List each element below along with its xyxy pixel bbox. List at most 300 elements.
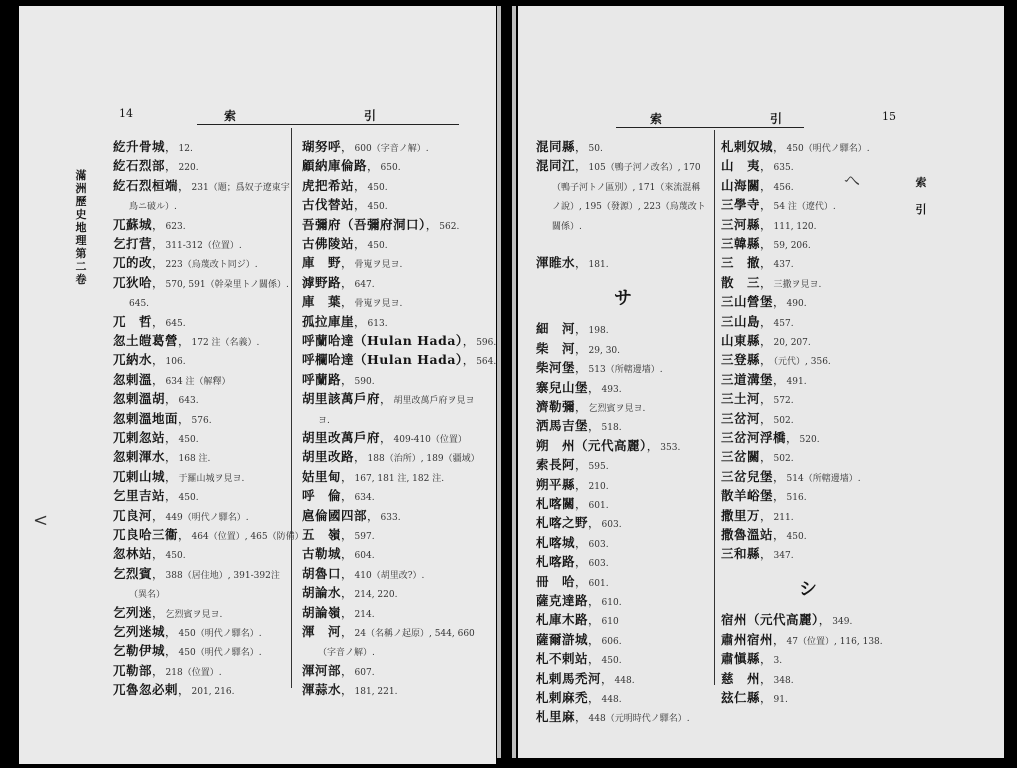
index-entry bbox=[302, 528, 375, 544]
entry-headword: 山海關 bbox=[721, 177, 761, 193]
entry-separator: ， bbox=[165, 159, 177, 174]
entry-headword: 索長阿 bbox=[536, 457, 576, 473]
index-entry bbox=[721, 470, 861, 486]
index-entry bbox=[302, 256, 402, 272]
entry-reference: 450. bbox=[178, 435, 199, 445]
entry-headword: 洒馬吉堡 bbox=[536, 418, 589, 434]
entry-separator: ， bbox=[818, 613, 831, 628]
entry-reference: 91. bbox=[773, 694, 788, 705]
entry-reference: 601. bbox=[588, 578, 609, 589]
index-entry bbox=[721, 633, 883, 649]
entry-reference: 596. bbox=[476, 338, 496, 348]
entry-reference: 457. bbox=[773, 318, 794, 329]
entry-reference: 600（字音ノ解）. bbox=[354, 144, 429, 154]
entry-reference: 493. bbox=[601, 384, 622, 395]
index-entry bbox=[316, 644, 375, 660]
entry-reference: 450. bbox=[367, 182, 388, 193]
index-entry bbox=[302, 606, 375, 622]
entry-headword: 濟勒彌 bbox=[536, 398, 576, 414]
entry-separator: ， bbox=[341, 469, 353, 484]
index-entry bbox=[536, 458, 609, 474]
entry-headword: 札喀城 bbox=[536, 534, 576, 550]
entry-separator: ， bbox=[152, 217, 164, 232]
entry-separator: ， bbox=[380, 392, 392, 407]
entry-headword: 三岔河 bbox=[721, 410, 761, 426]
index-entry bbox=[113, 547, 186, 563]
index-entry bbox=[127, 198, 177, 214]
index-entry bbox=[302, 431, 467, 447]
entry-reference: 211. bbox=[773, 512, 794, 523]
index-entry bbox=[113, 450, 210, 466]
entry-reference: 603. bbox=[601, 520, 622, 531]
entry-separator: ， bbox=[760, 217, 772, 232]
index-entry bbox=[721, 256, 794, 272]
index-entry bbox=[302, 450, 480, 466]
entry-reference: 12. bbox=[178, 144, 193, 154]
entry-reference: 450. bbox=[165, 551, 186, 562]
entry-separator: ， bbox=[152, 256, 164, 271]
entry-headword: 朔平縣 bbox=[536, 476, 576, 492]
index-entry bbox=[536, 322, 609, 338]
index-entry bbox=[302, 489, 375, 505]
entry-separator: ， bbox=[760, 652, 772, 667]
index-entry bbox=[302, 334, 496, 350]
margin-mark: < bbox=[33, 510, 49, 531]
entry-headword: 紇石烈桓端 bbox=[113, 177, 179, 193]
index-entry bbox=[536, 159, 701, 175]
entry-reference: 647. bbox=[354, 279, 375, 290]
index-entry bbox=[536, 691, 622, 707]
index-entry bbox=[113, 412, 212, 428]
entry-headword: 三岔兒堡 bbox=[721, 468, 774, 484]
header-rule bbox=[616, 127, 804, 128]
entry-separator: ， bbox=[760, 353, 772, 368]
entry-headword: 乞列迷城 bbox=[113, 624, 166, 639]
entry-headword: 柴河堡 bbox=[536, 360, 576, 376]
header-label-left: 索 bbox=[650, 112, 663, 126]
index-entry bbox=[302, 567, 424, 583]
entry-reference: 564. bbox=[476, 357, 496, 368]
index-entry bbox=[302, 179, 388, 195]
entry-reference: （鴨子河トノ區別）, 171（來流混稱 bbox=[552, 182, 701, 193]
index-entry bbox=[302, 586, 397, 602]
entry-headword: 胡論嶺 bbox=[302, 604, 342, 620]
index-entry bbox=[721, 140, 870, 156]
entry-separator: ， bbox=[575, 496, 587, 511]
section-heading: シ bbox=[799, 578, 817, 600]
index-entry bbox=[302, 470, 444, 486]
entry-headword: 散 三 bbox=[721, 274, 761, 290]
index-entry bbox=[721, 613, 852, 629]
entry-reference: 448. bbox=[614, 675, 635, 686]
entry-reference: 311-312（位置）. bbox=[165, 241, 242, 251]
entry-reference: 220. bbox=[178, 163, 199, 174]
entry-reference: 349. bbox=[832, 617, 853, 628]
entry-reference: 450. bbox=[178, 493, 199, 504]
index-entry bbox=[536, 342, 620, 358]
entry-separator: ， bbox=[646, 438, 659, 453]
entry-reference: 645. bbox=[165, 318, 186, 329]
entry-reference: 214. bbox=[354, 609, 375, 620]
entry-reference: 218（位置）. bbox=[165, 667, 222, 678]
entry-separator: ， bbox=[341, 625, 353, 639]
header-label-left: 索 bbox=[224, 109, 237, 123]
entry-headword: 忽剌溫地面 bbox=[113, 410, 179, 426]
entry-headword: 呼欄哈達（Hulan Hada） bbox=[302, 352, 463, 368]
index-entry bbox=[302, 683, 397, 699]
entry-reference: 572. bbox=[773, 396, 794, 407]
entry-separator: ， bbox=[575, 159, 587, 174]
entry-separator: ， bbox=[354, 237, 366, 251]
entry-separator: ， bbox=[152, 508, 164, 523]
entry-separator: ， bbox=[354, 178, 366, 193]
entry-headword: 混同江 bbox=[536, 158, 576, 174]
entry-headword: 寨兒山堡 bbox=[536, 379, 589, 395]
index-entry bbox=[302, 315, 388, 331]
entry-separator: ， bbox=[773, 632, 785, 647]
entry-headword: 忽林站 bbox=[113, 546, 153, 562]
index-entry bbox=[302, 373, 375, 389]
entry-headword: 渾河部 bbox=[302, 662, 342, 678]
entry-separator: ， bbox=[760, 275, 772, 290]
entry-headword: 乞勒伊城 bbox=[113, 643, 166, 659]
entry-headword: 呼蘭哈達（Hulan Hada） bbox=[302, 333, 463, 348]
entry-separator: ， bbox=[760, 450, 772, 465]
entry-reference: 20, 207. bbox=[773, 338, 811, 348]
entry-separator: ， bbox=[341, 605, 353, 620]
entry-reference: 450. bbox=[786, 532, 807, 542]
entry-headword: 虎把希站 bbox=[302, 177, 355, 193]
entry-reference: （元代）, 356. bbox=[773, 357, 831, 368]
entry-reference: 106. bbox=[165, 357, 186, 368]
entry-headword: 渾睢水 bbox=[536, 255, 576, 271]
entry-separator: ， bbox=[575, 256, 587, 271]
entry-separator: ， bbox=[165, 625, 177, 639]
entry-reference: 111, 120. bbox=[773, 221, 817, 232]
index-entry bbox=[550, 198, 706, 214]
entry-headword: 山 夷 bbox=[721, 158, 761, 174]
entry-separator: ， bbox=[152, 663, 164, 678]
index-entry bbox=[113, 276, 289, 292]
index-entry bbox=[721, 489, 807, 505]
entry-separator: ， bbox=[760, 256, 772, 271]
index-entry bbox=[721, 373, 807, 389]
entry-reference: 643. bbox=[178, 396, 199, 407]
entry-reference: 29, 30. bbox=[588, 345, 621, 356]
entry-reference: 關係）. bbox=[552, 221, 582, 232]
entry-reference: 604. bbox=[354, 551, 375, 562]
left-page bbox=[19, 6, 496, 764]
entry-headword: 兀納水 bbox=[113, 352, 153, 368]
entry-reference: 210. bbox=[588, 481, 609, 492]
entry-headword: 兀蘇城 bbox=[113, 216, 153, 232]
index-entry bbox=[721, 218, 816, 234]
entry-separator: ， bbox=[152, 353, 164, 368]
entry-headword: 五 嶺 bbox=[302, 527, 342, 542]
index-entry bbox=[536, 439, 680, 455]
entry-separator: ， bbox=[760, 334, 772, 348]
index-entry bbox=[536, 652, 622, 668]
entry-headword: 乞列迷 bbox=[113, 604, 153, 620]
entry-reference: 610 bbox=[601, 617, 619, 628]
entry-reference: 450. bbox=[367, 241, 388, 251]
index-entry bbox=[113, 470, 244, 486]
entry-separator: ， bbox=[178, 528, 190, 542]
entry-separator: ， bbox=[575, 477, 587, 492]
entry-headword: 冊 哈 bbox=[536, 573, 576, 589]
index-entry bbox=[302, 218, 459, 234]
entry-reference: 于羅山城ヲ見ヨ. bbox=[178, 473, 245, 484]
entry-reference: 456. bbox=[773, 182, 794, 193]
index-entry bbox=[721, 509, 794, 525]
entry-reference: 450（明代ノ驛名）. bbox=[178, 648, 262, 659]
entry-reference: 590. bbox=[354, 376, 375, 387]
entry-separator: ， bbox=[773, 140, 785, 154]
index-entry bbox=[536, 516, 622, 532]
entry-headword: 胡魯口 bbox=[302, 565, 342, 581]
index-entry bbox=[721, 672, 794, 688]
entry-reference: 634. bbox=[354, 493, 375, 504]
index-entry bbox=[536, 361, 663, 377]
entry-headword: 三登縣 bbox=[721, 352, 761, 368]
index-entry bbox=[302, 198, 388, 214]
entry-separator: ， bbox=[575, 535, 587, 550]
entry-headword: 呼 倫 bbox=[302, 488, 342, 504]
entry-reference: 348. bbox=[773, 675, 794, 686]
entry-reference: 491. bbox=[786, 376, 807, 387]
entry-headword: 忽剌溫 bbox=[113, 371, 153, 387]
index-entry bbox=[721, 334, 811, 350]
entry-separator: ， bbox=[341, 528, 353, 542]
entry-reference: 450（明代ノ驛名）. bbox=[786, 144, 870, 154]
index-entry bbox=[721, 431, 820, 447]
entry-reference: 181. bbox=[588, 260, 609, 271]
entry-headword: 三和縣 bbox=[721, 546, 761, 562]
entry-headword: 兀的改 bbox=[113, 255, 153, 271]
entry-separator: ， bbox=[341, 295, 353, 310]
entry-reference: 450. bbox=[601, 656, 622, 667]
entry-reference: 50. bbox=[588, 144, 603, 154]
entry-headword: 慈 州 bbox=[721, 670, 761, 686]
entry-headword: 兀剌山城 bbox=[113, 468, 166, 484]
index-entry bbox=[536, 140, 603, 156]
index-entry bbox=[302, 625, 475, 641]
column-divider bbox=[714, 130, 715, 685]
entry-reference: 449（明代ノ驛名）. bbox=[165, 512, 249, 523]
index-entry bbox=[113, 392, 199, 408]
entry-reference: 513（所轄邊墻）. bbox=[588, 365, 663, 376]
entry-separator: ， bbox=[773, 489, 785, 504]
index-column-1 bbox=[536, 139, 712, 725]
entry-headword: 兀魯忽必剌 bbox=[113, 682, 179, 698]
header-label-right: 引 bbox=[364, 109, 377, 123]
entry-reference: 450（明代ノ驛名）. bbox=[178, 629, 262, 639]
entry-separator: ， bbox=[773, 372, 785, 387]
entry-reference: 214, 220. bbox=[354, 590, 398, 601]
entry-headword: 札喀之野 bbox=[536, 515, 589, 531]
entry-reference: ヨ. bbox=[318, 415, 330, 426]
index-entry bbox=[721, 528, 807, 544]
entry-separator: ， bbox=[575, 399, 587, 414]
entry-separator: ， bbox=[341, 256, 353, 271]
index-entry bbox=[113, 431, 199, 447]
entry-reference: 576. bbox=[191, 415, 212, 426]
index-entry bbox=[127, 295, 149, 311]
index-entry bbox=[721, 691, 788, 707]
entry-reference: 167, 181 注, 182 注. bbox=[354, 473, 445, 484]
entry-separator: ， bbox=[178, 178, 190, 193]
entry-headword: 孤拉庫崖 bbox=[302, 313, 355, 329]
entry-headword: 吾彌府（吾彌府洞口） bbox=[302, 216, 426, 232]
index-entry bbox=[302, 159, 401, 175]
index-entry bbox=[721, 159, 794, 175]
index-entry bbox=[721, 450, 794, 466]
entry-headword: 胡論水 bbox=[302, 585, 342, 601]
entry-reference: 502. bbox=[773, 415, 794, 426]
index-column-2 bbox=[721, 139, 901, 705]
entry-reference: 骨嵬ヲ見ヨ. bbox=[354, 299, 403, 310]
entry-reference: 610. bbox=[601, 597, 622, 608]
entry-reference: 168 注. bbox=[178, 454, 211, 465]
entry-headword: 兀良河 bbox=[113, 507, 153, 523]
page-number: 15 bbox=[882, 110, 896, 123]
entry-separator: ， bbox=[178, 411, 190, 426]
side-label-1: 索 bbox=[915, 176, 927, 189]
entry-headword: 札里麻 bbox=[536, 709, 576, 725]
entry-headword: 庫 葉 bbox=[302, 294, 342, 310]
entry-separator: ， bbox=[165, 644, 177, 659]
index-column-1 bbox=[113, 139, 307, 700]
index-entry bbox=[302, 276, 375, 292]
entry-headword: 顧納庫倫路 bbox=[302, 158, 368, 174]
entry-reference: 223（烏蔑改ト同ジ）. bbox=[165, 260, 258, 271]
entry-headword: 玆仁縣 bbox=[721, 689, 761, 705]
entry-separator: ， bbox=[760, 314, 772, 329]
entry-headword: 兀狄哈 bbox=[113, 274, 153, 290]
entry-separator: ， bbox=[575, 322, 587, 337]
entry-reference: 347. bbox=[773, 551, 794, 562]
entry-headword: 札庫木路 bbox=[536, 612, 589, 628]
entry-separator: ， bbox=[341, 663, 353, 678]
entry-separator: ， bbox=[165, 140, 177, 154]
entry-separator: ， bbox=[425, 217, 438, 232]
entry-reference: 514（所轄邊墻）. bbox=[786, 473, 861, 484]
entry-headword: 姑里甸 bbox=[302, 468, 342, 484]
index-entry bbox=[536, 710, 690, 726]
entry-reference: 198. bbox=[588, 326, 609, 337]
entry-headword: 兀勒部 bbox=[113, 662, 153, 678]
entry-reference: 54 注（遼代）. bbox=[773, 202, 836, 213]
index-entry bbox=[302, 295, 402, 311]
right-page bbox=[518, 6, 1004, 758]
entry-separator: ， bbox=[575, 710, 587, 725]
entry-headword: 胡里改萬戶府 bbox=[302, 430, 381, 445]
side-label-2: 引 bbox=[915, 203, 927, 216]
index-entry bbox=[536, 613, 619, 629]
entry-headword: 紇升骨城 bbox=[113, 139, 166, 154]
entry-separator: ， bbox=[575, 574, 587, 589]
entry-reference: 490. bbox=[786, 299, 807, 310]
index-entry bbox=[536, 400, 645, 416]
entry-reference: 603. bbox=[588, 539, 609, 550]
index-entry bbox=[113, 353, 186, 369]
index-entry bbox=[536, 256, 609, 272]
entry-separator: ， bbox=[354, 198, 366, 213]
entry-headword: 朔 州（元代高麗） bbox=[536, 437, 647, 453]
entry-reference: 448（元明時代ノ驛名）. bbox=[588, 714, 690, 725]
entry-reference: 518. bbox=[601, 423, 622, 434]
entry-separator: ， bbox=[341, 489, 353, 504]
entry-separator: ， bbox=[152, 372, 164, 387]
index-entry bbox=[113, 218, 186, 234]
entry-headword: 三岔河浮橋 bbox=[721, 430, 787, 445]
entry-reference: 鳥ニ破ル）. bbox=[129, 202, 177, 213]
entry-headword: 紇石烈部 bbox=[113, 158, 166, 174]
entry-separator: ， bbox=[575, 341, 587, 356]
entry-separator: ， bbox=[575, 140, 587, 154]
entry-reference: 633. bbox=[380, 512, 401, 523]
entry-headword: 忽剌溫胡 bbox=[113, 391, 166, 407]
entry-headword: 兀剌忽站 bbox=[113, 430, 166, 445]
page-number: 14 bbox=[119, 107, 133, 120]
entry-separator: ， bbox=[380, 431, 392, 445]
entry-reference: 595. bbox=[588, 462, 609, 473]
entry-reference: 三撒ヲ見ヨ. bbox=[773, 279, 822, 290]
entry-reference: 606. bbox=[601, 636, 622, 647]
entry-separator: ， bbox=[354, 450, 366, 465]
entry-reference: 409-410（位置） bbox=[393, 435, 467, 445]
index-entry bbox=[721, 392, 794, 408]
entry-reference: 47（位置）, 116, 138. bbox=[786, 636, 883, 647]
entry-separator: ， bbox=[575, 555, 587, 570]
index-entry bbox=[721, 198, 836, 214]
entry-separator: ， bbox=[760, 690, 772, 705]
entry-headword: 古伐替站 bbox=[302, 197, 355, 213]
index-entry bbox=[302, 509, 401, 525]
index-entry bbox=[113, 315, 186, 331]
entry-separator: ， bbox=[601, 671, 613, 686]
index-entry bbox=[302, 392, 475, 408]
entry-reference: 181, 221. bbox=[354, 687, 398, 698]
entry-reference: 520. bbox=[799, 435, 820, 445]
index-entry bbox=[302, 237, 388, 253]
entry-separator: ， bbox=[760, 547, 772, 562]
entry-headword: 乞里吉站 bbox=[113, 488, 166, 504]
side-title: 滿洲歷史地理第二卷 bbox=[75, 169, 87, 286]
index-entry bbox=[113, 373, 231, 389]
entry-headword: 三道溝堡 bbox=[721, 371, 774, 387]
index-entry bbox=[113, 237, 242, 253]
entry-headword: 細 河 bbox=[536, 321, 576, 337]
entry-reference: 105（鴨子河ノ改名）, 170 bbox=[588, 163, 701, 174]
entry-separator: ， bbox=[152, 605, 164, 620]
entry-reference: 388（居住地）, 391-392注 bbox=[165, 570, 280, 581]
index-entry bbox=[113, 528, 306, 544]
entry-reference: 603. bbox=[588, 559, 609, 570]
index-entry bbox=[113, 334, 259, 350]
entry-separator: ， bbox=[341, 275, 353, 290]
section-heading: サ bbox=[614, 287, 632, 309]
entry-separator: ， bbox=[341, 547, 353, 562]
entry-separator: ， bbox=[367, 508, 379, 523]
index-entry bbox=[721, 547, 794, 563]
entry-separator: ， bbox=[760, 671, 772, 686]
entry-headword: 札剌麻禿 bbox=[536, 689, 589, 705]
entry-reference: 623. bbox=[165, 221, 186, 232]
entry-separator: ， bbox=[165, 431, 177, 445]
index-entry bbox=[113, 606, 222, 622]
entry-separator: ， bbox=[760, 392, 772, 407]
